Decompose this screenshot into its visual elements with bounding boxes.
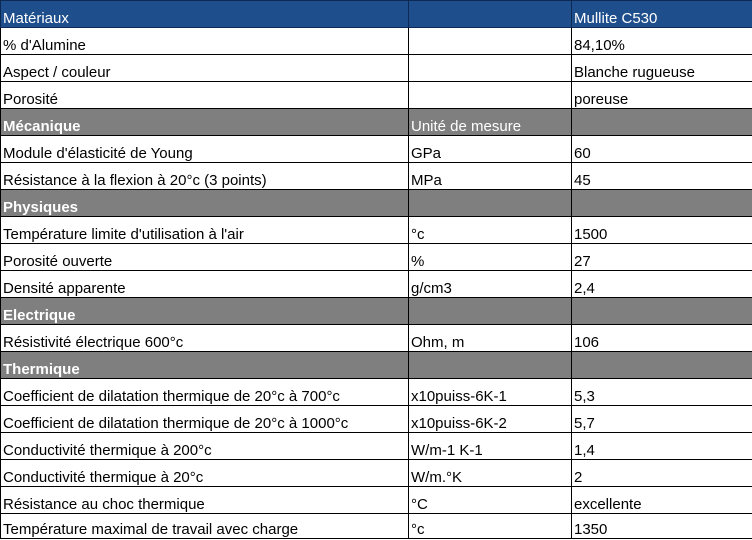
property-unit: °c bbox=[409, 514, 572, 539]
property-unit: W/m-1 K-1 bbox=[409, 433, 572, 460]
section-title: Thermique bbox=[1, 352, 409, 379]
section-row-electrique bbox=[1, 298, 752, 325]
table-header-row bbox=[1, 1, 752, 28]
table-row bbox=[1, 406, 752, 433]
property-unit: GPa bbox=[409, 136, 572, 163]
table-row bbox=[1, 271, 752, 298]
section-row-physiques bbox=[1, 190, 752, 217]
table-row bbox=[1, 325, 752, 352]
property-label: Densité apparente bbox=[1, 271, 409, 298]
unit-column-header: Unité de mesure bbox=[409, 109, 572, 136]
section-title: Physiques bbox=[1, 190, 409, 217]
property-unit: °c bbox=[409, 217, 572, 244]
header-unit-cell bbox=[409, 1, 572, 28]
property-label: Coefficient de dilatation thermique de 20°c à 700°c bbox=[1, 379, 409, 406]
property-value: 2,4 bbox=[572, 271, 752, 298]
header-materials-label: Matériaux bbox=[1, 1, 409, 28]
property-unit: % bbox=[409, 244, 572, 271]
property-unit: x10puiss-6K-1 bbox=[409, 379, 572, 406]
table-row bbox=[1, 514, 752, 539]
section-empty-cell bbox=[572, 352, 752, 379]
property-value: 5,7 bbox=[572, 406, 752, 433]
property-unit bbox=[409, 28, 572, 55]
property-label: Résistance au choc thermique bbox=[1, 487, 409, 514]
property-label: Conductivité thermique à 200°c bbox=[1, 433, 409, 460]
property-unit: °C bbox=[409, 487, 572, 514]
property-unit: Ohm, m bbox=[409, 325, 572, 352]
property-value: 1500 bbox=[572, 217, 752, 244]
section-value-cell bbox=[572, 109, 752, 136]
header-material-name: Mullite C530 bbox=[572, 1, 752, 28]
property-value: Blanche rugueuse bbox=[572, 55, 752, 82]
table-row bbox=[1, 487, 752, 514]
property-value: excellente bbox=[572, 487, 752, 514]
section-row-mecanique bbox=[1, 109, 752, 136]
property-value: 5,3 bbox=[572, 379, 752, 406]
table-row bbox=[1, 217, 752, 244]
property-value: 45 bbox=[572, 163, 752, 190]
section-title: Mécanique bbox=[1, 109, 409, 136]
property-value: poreuse bbox=[572, 82, 752, 109]
property-value: 1,4 bbox=[572, 433, 752, 460]
property-unit bbox=[409, 55, 572, 82]
property-label: Conductivité thermique à 20°c bbox=[1, 460, 409, 487]
section-empty-cell bbox=[409, 298, 572, 325]
property-label: Porosité ouverte bbox=[1, 244, 409, 271]
section-empty-cell bbox=[409, 352, 572, 379]
property-unit: W/m.°K bbox=[409, 460, 572, 487]
section-title: Electrique bbox=[1, 298, 409, 325]
table-row bbox=[1, 379, 752, 406]
section-empty-cell bbox=[572, 298, 752, 325]
property-label: Porosité bbox=[1, 82, 409, 109]
table-row bbox=[1, 163, 752, 190]
property-unit: x10puiss-6K-2 bbox=[409, 406, 572, 433]
property-label: Coefficient de dilatation thermique de 20°c à 1000°c bbox=[1, 406, 409, 433]
property-label: Résistance à la flexion à 20°c (3 points) bbox=[1, 163, 409, 190]
section-empty-cell bbox=[409, 190, 572, 217]
table-row bbox=[1, 82, 752, 109]
table-row bbox=[1, 244, 752, 271]
property-value: 27 bbox=[572, 244, 752, 271]
property-label: % d'Alumine bbox=[1, 28, 409, 55]
property-label: Aspect / couleur bbox=[1, 55, 409, 82]
property-value: 84,10% bbox=[572, 28, 752, 55]
property-unit bbox=[409, 82, 572, 109]
property-unit: g/cm3 bbox=[409, 271, 572, 298]
section-row-thermique bbox=[1, 352, 752, 379]
property-value: 2 bbox=[572, 460, 752, 487]
table-row bbox=[1, 136, 752, 163]
property-unit: MPa bbox=[409, 163, 572, 190]
property-label: Résistivité électrique 600°c bbox=[1, 325, 409, 352]
property-label: Température maximal de travail avec charge bbox=[1, 514, 409, 539]
table-row bbox=[1, 28, 752, 55]
table-row bbox=[1, 460, 752, 487]
section-empty-cell bbox=[572, 190, 752, 217]
property-label: Module d'élasticité de Young bbox=[1, 136, 409, 163]
table-row bbox=[1, 433, 752, 460]
property-label: Température limite d'utilisation à l'air bbox=[1, 217, 409, 244]
table-row bbox=[1, 55, 752, 82]
property-value: 1350 bbox=[572, 514, 752, 539]
property-value: 106 bbox=[572, 325, 752, 352]
property-value: 60 bbox=[572, 136, 752, 163]
